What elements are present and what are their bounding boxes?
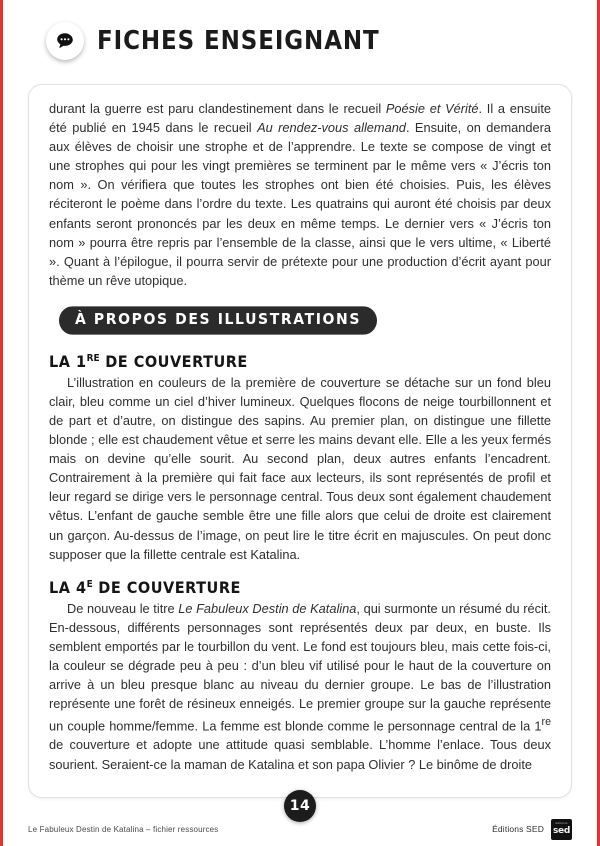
page-footer — [28, 818, 572, 840]
page-edge-stripe-left — [0, 0, 3, 846]
section-banner-illustrations: À PROPOS DES ILLUSTRATIONS — [59, 306, 377, 334]
sed-logo-icon — [551, 819, 572, 840]
footer-publisher-group — [492, 819, 572, 840]
sed-logo-top-text: éditions — [555, 821, 568, 826]
sub-heading-cover-4: LA $4^E$ DE COUVERTURE — [49, 579, 241, 598]
page-number-badge: 14 — [284, 790, 316, 822]
cover-4-paragraph: De nouveau le titre Le Fabuleux Destin de Katalina, qui surmonte un résumé du récit. En-dessous, différents personnages sont représentés deux par deux, en buste. Ils semblent emportés par le tourbillon du vent. Le fond est toujours bleu, mais cette fois-ci, la couleur se dégrade peu à peu : d’un bleu vif utilisé pour le haut de la couverture on arrive à un bleu presque blanc au niveau du dernier groupe. Le bas de l’illustration représente une forêt de résineux enneigés. Le premier groupe sur la gauche représente un couple homme/femme. La femme est blonde comme le personnage central de la 1re de couverture et adopte une attitude quasi semblable. L’homme l’enlace. Tous deux sourient. Seraient-ce la maman de Katalina et son papa Olivier ? Le binôme de droite — [49, 600, 551, 772]
speech-bubble-icon — [46, 22, 84, 60]
intro-paragraph: durant la guerre est paru clandestinement dans le recueil Poésie et Vérité. Il a ensuite été publié en 1945 dans le recueil Au rendez-vous allemand. Ensuite, on demandera aux élèves de choisir une strophe et de l’apprendre. Le texte se compose de vingt et une strophes qui pour les vingt premières se terminent par le même vers « J’écris ton nom ». On vérifiera que toutes les strophes ont bien été choisies. Puis, les élèves réciteront le poème dans l’ordre du texte. Les quatrains qui auront été choisis par deux enfants seront prononcés par les deux en même temps. Le dernier vers « J’écris ton nom » pourra être repris par l’ensemble de la classe, ainsi que le vers ultime, « Liberté ». Quant à l’épilogue, il pourra servir de prétexte pour une production d’écrit ayant pour thème un rêve utopique. — [49, 101, 552, 288]
sub-heading-cover-1: LA 1RE DE COUVERTURE — [49, 353, 248, 372]
sed-logo-main-text: sed — [552, 825, 570, 836]
footer-source-title: Le Fabuleux Destin de Katalina – fichier ressources — [28, 824, 219, 834]
cover-1-paragraph: L’illustration en couleurs de la première de couverture se détache sur un fond bleu clair, bleu comme un ciel d’hiver lumineux. Quelques flocons de neige tourbillonnent et de part et d’autre, on distingue des sapins. Au premier plan, on distingue une fillette blonde ; elle est chaudement vêtue et serre les mains devant elle. Elle a les yeux fermés mais on devine qu’elle sourit. Au second plan, deux autres enfants l’encadrent. Contrairement à la première qui fait face aux lecteurs, ils sont représentés de profil et leur regard se dirige vers le personnage central. Tous deux sont également chaudement vêtus. L’enfant de gauche semble être une fille alors que celui de droite est clairement un garçon. Au-dessus de l’image, on peut lire le titre écrit en majuscules. On peut donc supposer que la fillette centrale est Katalina. — [49, 374, 551, 562]
page-title: FICHES ENSEIGNANT — [97, 26, 380, 56]
content-card — [28, 84, 572, 798]
footer-publisher-name: Éditions SED — [492, 824, 544, 834]
page-header — [46, 22, 380, 60]
